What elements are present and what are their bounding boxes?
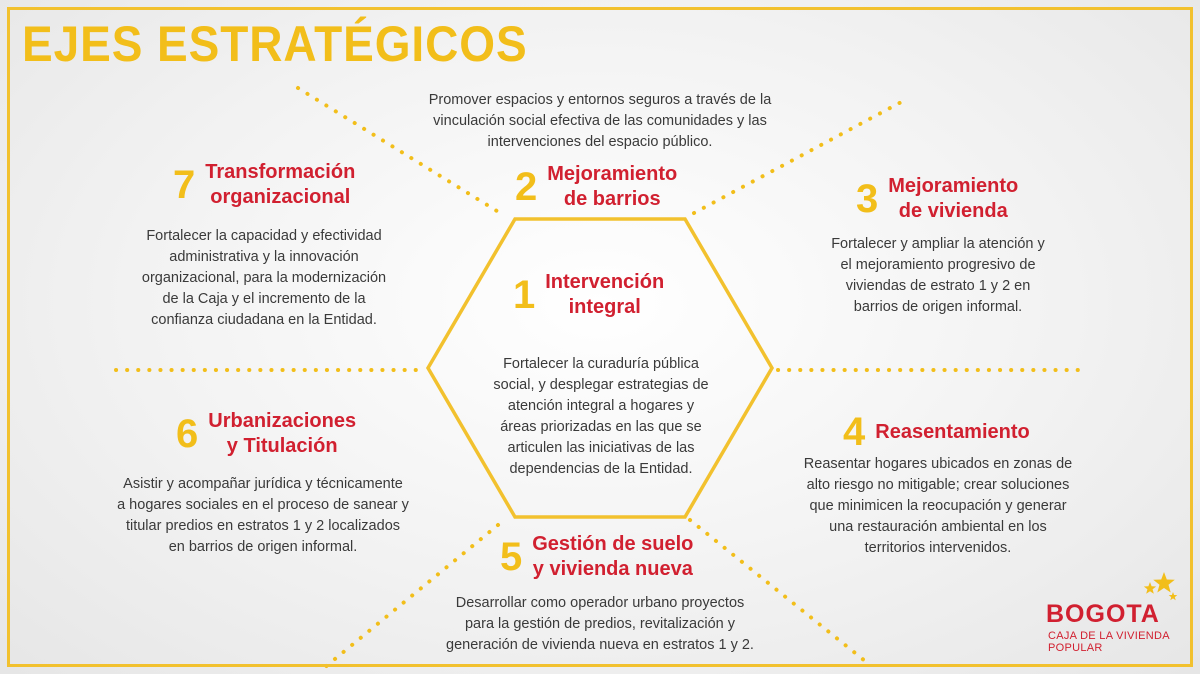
axis-1-title-line1: Intervención — [545, 271, 665, 293]
logo-subtitle-1: CAJA DE LA VIVIENDA — [1048, 630, 1170, 642]
axis-4-heading — [843, 412, 1030, 452]
axis-1-number: 1 — [513, 273, 536, 317]
axis-4-title — [875, 420, 1030, 445]
axis-6-description: Asistir y acompañar jurídica y técnicamente a hogares sociales en el proceso de sanear y titular predios en estratos 1 y 2 localizados en barrios de origen informal. — [117, 476, 409, 555]
axis-2-title-line1: Mejoramiento — [547, 163, 678, 185]
axis-6-title-line2: y Titulación — [226, 435, 338, 457]
axis-1-title-line2: integral — [568, 296, 641, 318]
axis-5-description: Desarrollar como operador urbano proyectos para la gestión de predios, revitalización y generación de vivienda nueva en estratos 1 y 2. — [446, 595, 754, 653]
logo-name: BOGOTA — [1046, 600, 1160, 628]
axis-5-title-line1: Gestión de suelo — [532, 533, 694, 555]
axis-6-heading — [176, 409, 356, 459]
axis-5-number: 5 — [500, 535, 523, 579]
axis-6-title-line1: Urbanizaciones — [208, 410, 357, 432]
axis-1-description: Fortalecer la curaduría pública social, y desplegar estrategias de atención integral a hogares y áreas priorizadas en las que se articulen las iniciativas de las dependencias de la Entidad. — [493, 356, 709, 477]
axis-6-title — [208, 409, 356, 459]
axis-3-title — [888, 174, 1018, 224]
axis-2-description: Promover espacios y entornos seguros a través de la vinculación social efectiva de las comunidades y las intervenciones del espacio público. — [428, 92, 772, 150]
axis-2-title-line2: de barrios — [563, 188, 661, 210]
axis-5-title — [532, 532, 693, 582]
axis-7-number: 7 — [173, 163, 196, 207]
axis-1-heading — [513, 270, 664, 320]
axis-7-title — [205, 160, 355, 210]
axis-6-number: 6 — [176, 412, 199, 456]
axis-4-number: 4 — [843, 410, 866, 454]
logo-subtitle-2: POPULAR — [1048, 642, 1103, 654]
bogota-logo — [1040, 570, 1180, 660]
axis-1-title — [545, 270, 664, 320]
axis-4-description: Reasentar hogares ubicados en zonas de alto riesgo no mitigable; crear soluciones que minimicen la reocupación y generar una restauración ambiental en los territorios intervenidos. — [803, 456, 1073, 556]
axis-5-heading — [500, 532, 693, 582]
axis-4-title-line1: Reasentamiento — [875, 420, 1030, 443]
axis-2-heading — [515, 162, 677, 212]
axis-3-description: Fortalecer y ampliar la atención y el mejoramiento progresivo de viviendas de estrato 1 y 2 en barrios de origen informal. — [831, 236, 1045, 315]
axis-7-title-line2: organizacional — [210, 186, 351, 208]
axis-2-number: 2 — [515, 165, 538, 209]
page-title: EJES ESTRATÉGICOS — [22, 16, 528, 72]
axis-3-title-line2: de vivienda — [898, 200, 1008, 222]
axis-3-heading — [856, 174, 1018, 224]
axis-7-title-line1: Transformación — [205, 161, 356, 183]
axis-3-number: 3 — [856, 177, 879, 221]
axis-2-title — [547, 162, 677, 212]
axis-7-heading — [173, 160, 355, 210]
axis-7-description: Fortalecer la capacidad y efectividad administrativa y la innovación organizacional, para la modernización de la Caja y el incremento de la confianza ciudadana en la Entidad. — [141, 228, 387, 328]
axis-3-title-line1: Mejoramiento — [888, 175, 1019, 197]
axis-5-title-line2: y vivienda nueva — [532, 558, 693, 580]
